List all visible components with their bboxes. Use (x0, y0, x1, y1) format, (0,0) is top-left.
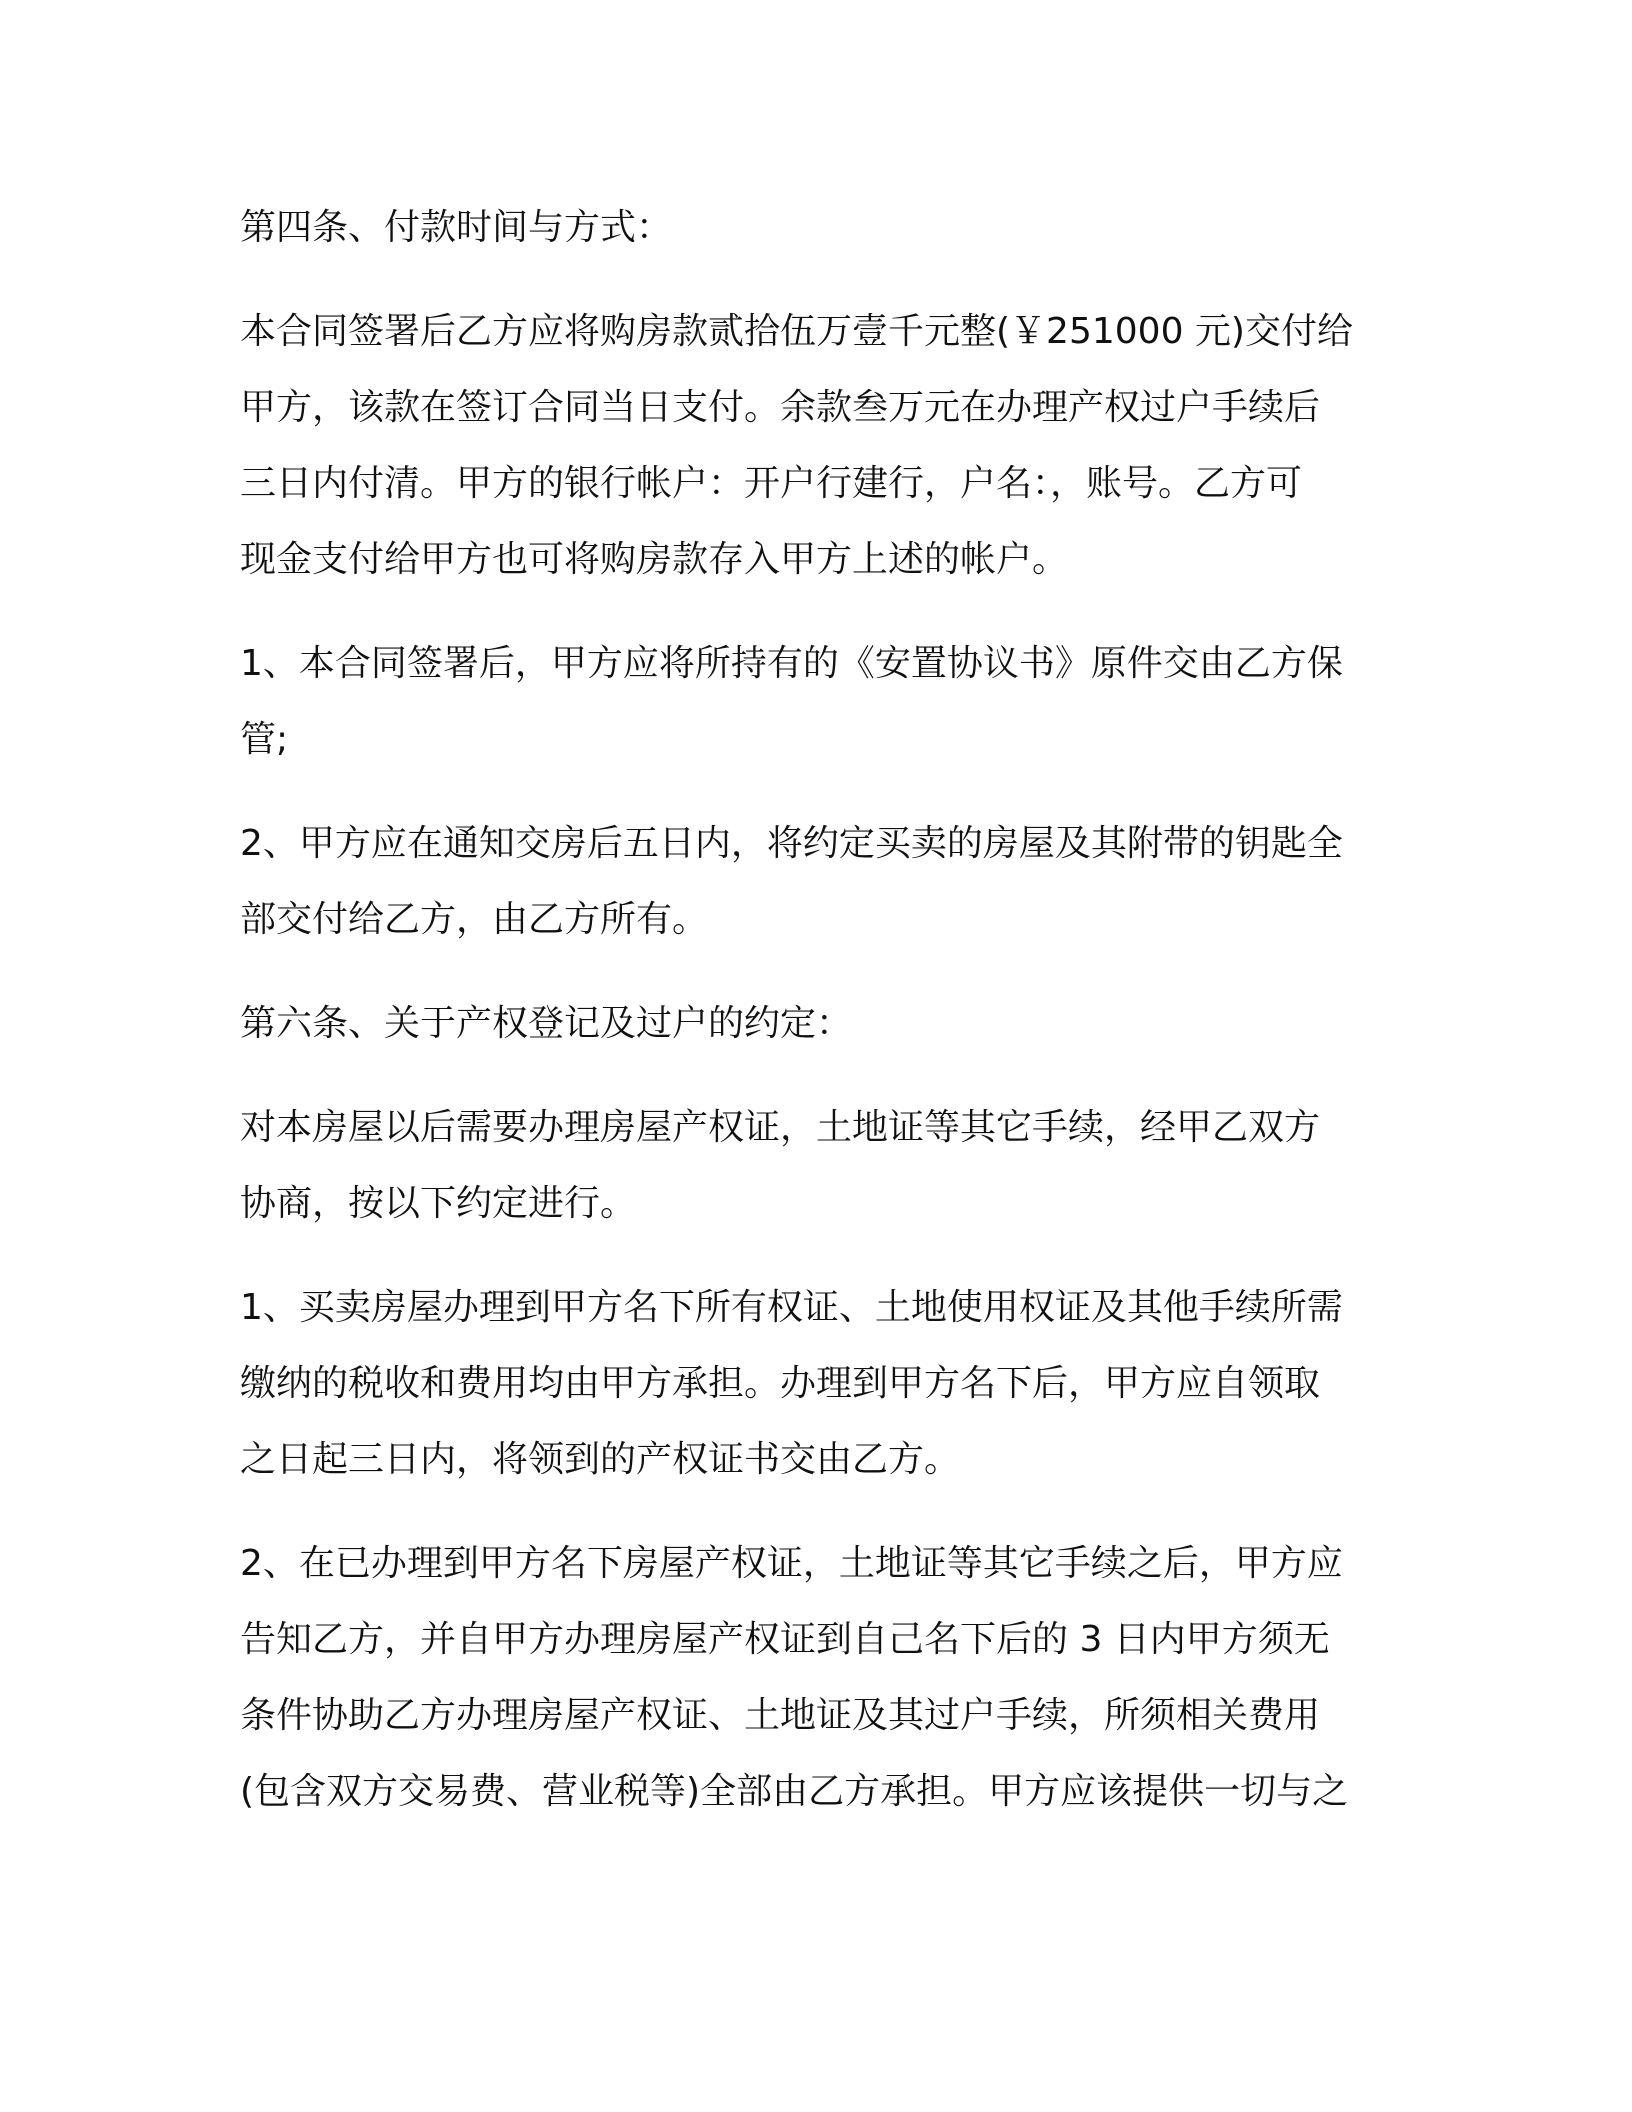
section-heading-title-transfer (240, 986, 1390, 1062)
text-line: 本合同签署后乙方应将购房款贰拾伍万壹千元整(￥251000 元)交付给 (240, 311, 1353, 352)
text-line: 对本房屋以后需要办理房屋产权证，土地证等其它手续，经甲乙双方 (240, 1107, 1321, 1148)
text-line: 现金支付给甲方也可将购房款存入甲方上述的帐户。 (240, 539, 1069, 580)
paragraph-payment-terms (240, 294, 1390, 598)
text-line: 1、买卖房屋办理到甲方名下所有权证、土地使用权证及其他手续所需 (240, 1287, 1343, 1328)
text-line: 2、甲方应在通知交房后五日内，将约定买卖的房屋及其附带的钥匙全 (240, 823, 1343, 864)
text-line: 1、本合同签署后，甲方应将所持有的《安置协议书》原件交由乙方保 (240, 643, 1343, 684)
section-heading-payment (240, 190, 1390, 266)
text-line: 告知乙方，并自甲方办理房屋产权证到自己名下后的 3 日内甲方须无 (240, 1619, 1330, 1660)
document-body (240, 190, 1390, 1858)
text-line: 甲方，该款在签订合同当日支付。余款叁万元在办理产权过户手续后 (240, 387, 1321, 428)
text-line: 第四条、付款时间与方式： (240, 207, 673, 248)
paragraph-item-1 (240, 626, 1390, 778)
text-line: 条件协助乙方办理房屋产权证、土地证及其过户手续，所须相关费用 (240, 1695, 1321, 1736)
text-line: (包含双方交易费、营业税等)全部由乙方承担。甲方应该提供一切与之 (240, 1771, 1349, 1812)
text-line: 缴纳的税收和费用均由甲方承担。办理到甲方名下后，甲方应自领取 (240, 1363, 1321, 1404)
text-line: 第六条、关于产权登记及过户的约定： (240, 1003, 853, 1044)
paragraph-transfer-item-1 (240, 1270, 1390, 1498)
text-line: 协商，按以下约定进行。 (240, 1183, 637, 1224)
paragraph-transfer-item-2 (240, 1526, 1390, 1830)
text-line: 管; (240, 719, 289, 760)
text-line: 三日内付清。甲方的银行帐户：开户行建行，户名：，账号。乙方可 (240, 463, 1303, 504)
text-line: 2、在已办理到甲方名下房屋产权证，土地证等其它手续之后，甲方应 (240, 1543, 1343, 1584)
text-line: 部交付给乙方，由乙方所有。 (240, 899, 709, 940)
paragraph-item-2 (240, 806, 1390, 958)
paragraph-transfer-intro (240, 1090, 1390, 1242)
text-line: 之日起三日内，将领到的产权证书交由乙方。 (240, 1439, 961, 1480)
